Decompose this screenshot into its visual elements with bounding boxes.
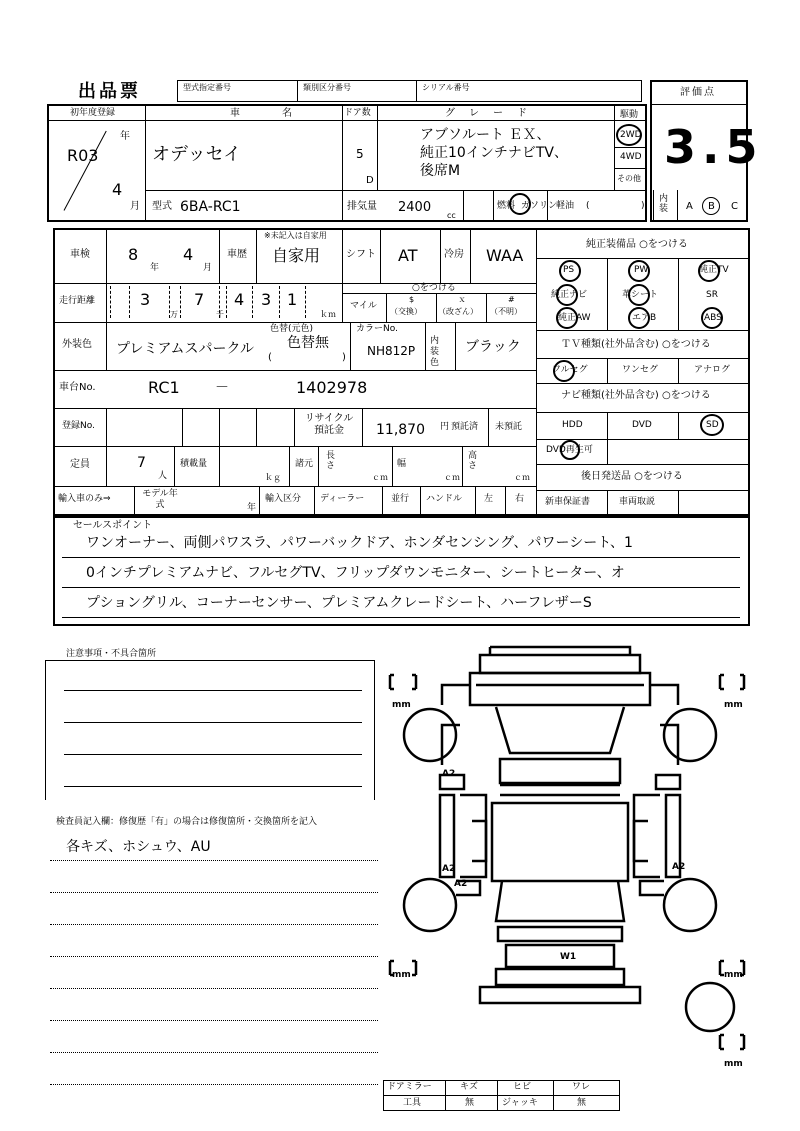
sales-line-2: 0インチプレミアムナビ、フルセグTV、フリップダウンモニター、シートヒーター、オ: [86, 565, 625, 581]
id-number-boxes: [177, 80, 642, 102]
chassis-model: RC1: [148, 378, 180, 397]
equip-pw: PW: [634, 265, 649, 275]
tv-title: ＴＶ種類(社外品含む) ○をつける: [561, 339, 711, 350]
equip-navi: 純正ナビ: [551, 290, 588, 300]
shift: AT: [398, 246, 418, 265]
drive-2wd: 2WD: [620, 130, 642, 140]
equip-sr: SR: [706, 290, 718, 300]
shareki: 自家用: [272, 246, 321, 265]
mileage-digit-4: 3: [261, 290, 272, 309]
interior-color: ブラック: [465, 339, 521, 355]
doors: 5: [356, 147, 364, 161]
car-name: オデッセイ: [152, 144, 242, 165]
navi-dvd-play: DVD再生可: [546, 445, 593, 455]
fuel-gasoline: ガソリン: [521, 201, 558, 211]
shaken-month: 4: [183, 245, 194, 264]
mileage-digit-2: 7: [194, 290, 205, 309]
svg-text:mm: mm: [724, 1059, 743, 1069]
equip-airbag: エアB: [632, 313, 657, 323]
mileage-digit-5: 1: [287, 290, 298, 309]
color-number: NH812P: [367, 344, 416, 358]
score-value: 3.5: [664, 120, 764, 174]
cooler: WAA: [486, 246, 524, 265]
grade-line-1: アブソルート ＥＸ、: [420, 127, 551, 143]
equip-aw: 純正AW: [558, 313, 591, 323]
color-change: 色替無: [287, 335, 329, 351]
damage-mark-left-fender: A2: [442, 769, 456, 779]
first-reg-year: R03: [67, 146, 99, 165]
svg-text:mm: mm: [392, 970, 411, 980]
inspector-text: 各キズ、ホシュウ、AU: [66, 839, 211, 855]
svg-text:mm: mm: [392, 700, 411, 710]
grade-line-3: 後席M: [420, 163, 461, 179]
model-code: 6BA-RC1: [180, 199, 241, 215]
equip-title: 純正装備品 ○をつける: [586, 239, 688, 250]
displacement: 2400: [398, 200, 432, 215]
navi-title: ナビ種類(社外品含む) ○をつける: [561, 390, 711, 401]
sales-line-1: ワンオーナー、両側パワスラ、パワーバックドア、ホンダセンシング、パワーシート、1: [86, 535, 633, 551]
later-title: 後日発送品 ○をつける: [581, 471, 683, 482]
damage-mark-rear: W1: [560, 952, 577, 962]
inspector-label: 検査員記入欄：修復歴「有」の場合は修復箇所・交換箇所を記入: [56, 817, 318, 827]
first-reg-month: 4: [112, 180, 123, 199]
car-name-label: 車 名: [230, 108, 295, 119]
notes-label: 注意事項・不具合箇所: [66, 649, 157, 659]
navi-sd: SD: [706, 420, 719, 430]
equip-ps: PS: [563, 265, 575, 275]
tv-fullseg: フルセグ: [552, 365, 588, 375]
car-damage-diagram: [380, 635, 750, 1075]
shodo-label: 初年度登録: [70, 108, 116, 118]
shaken-year: 8: [128, 245, 139, 264]
grade-label: グ レ ー ド: [445, 108, 529, 119]
damage-mark-right-rear: A2: [672, 862, 686, 872]
capacity: 7: [137, 455, 146, 471]
chassis-number: 1402978: [296, 378, 368, 397]
serial-label: シリアル番号: [422, 83, 470, 92]
mileage-digit-1: 3: [140, 290, 151, 309]
grade-line-2: 純正10インチナビTV、: [420, 145, 568, 161]
ruibetsu-label: 類別区分番号: [303, 83, 351, 92]
mileage-digit-3: 4: [234, 290, 245, 309]
svg-text:mm: mm: [724, 700, 743, 710]
exterior-color: プレミアムスパークル: [116, 341, 255, 357]
sales-line-3: プショングリル、コーナーセンサー、プレミアムクレードシート、ハーフレザーS: [86, 595, 592, 611]
recycle-fee: 11,870: [376, 422, 425, 438]
equip-abs: ABS: [704, 313, 722, 323]
equip-leather: 革シート: [622, 290, 659, 300]
svg-text:mm: mm: [724, 970, 743, 980]
damage-mark-left-rocker: A2: [454, 879, 468, 889]
damage-mark-left-door: A2: [442, 864, 456, 874]
equip-tv: 純正TV: [699, 265, 729, 275]
interior-grade-b: B: [708, 201, 715, 212]
form-title: 出品票: [78, 81, 141, 102]
katashiki-shitei-label: 型式指定番号: [183, 83, 231, 92]
score-label: 評価点: [680, 87, 716, 98]
